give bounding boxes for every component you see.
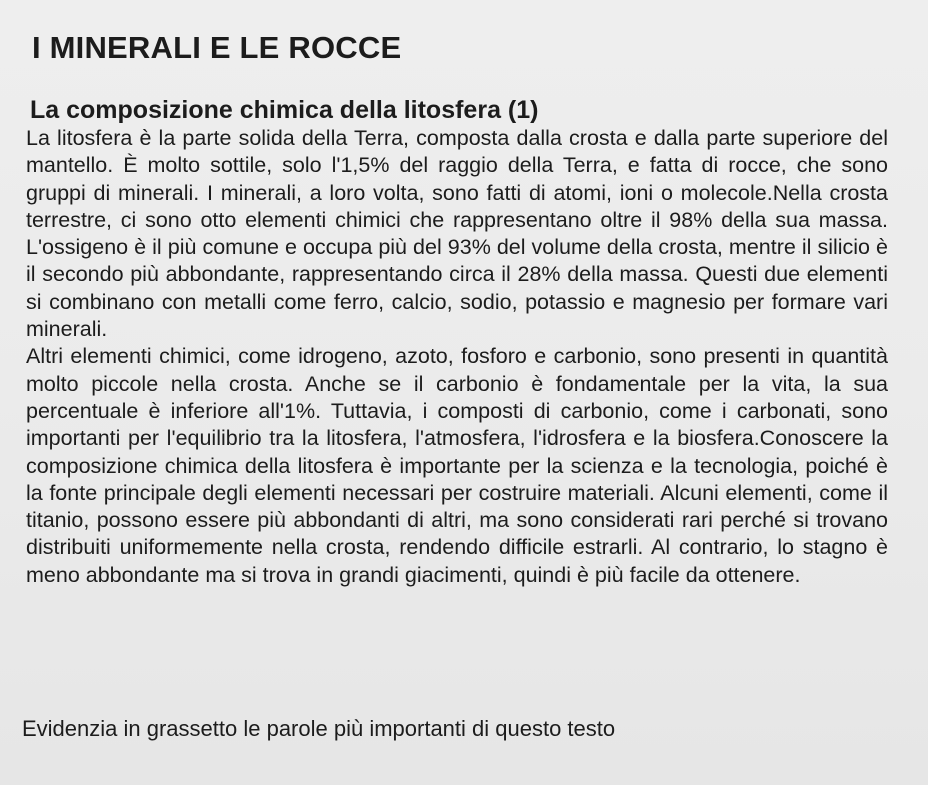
- paragraph-1: La litosfera è la parte solida della Terra, composta dalla crosta e dalla parte superiore del mantello. È molto sottile, solo l'1,5% del raggio della Terra, e fatta di rocce, che sono gruppi di minerali. I minerali, a loro volta, sono fatti di atomi, ioni o molecole.Nella crosta terrestre, ci sono otto elementi chimici che rappresentano oltre il 98% della sua massa. L'ossigeno è il più comune e occupa più del 93% del volume della crosta, mentre il silicio è il secondo più abbondante, rappresentando circa il 28% della massa. Questi due elementi si combinano con metalli come ferro, calcio, sodio, potassio e magnesio per formare vari minerali.: [26, 126, 888, 342]
- section-title: La composizione chimica della litosfera (1): [30, 96, 539, 124]
- paragraph-2: Altri elementi chimici, come idrogeno, azoto, fosforo e carbonio, sono presenti in quantità molto piccole nella crosta. Anche se il carbonio è fondamentale per la vita, la sua percentuale è inferiore all'1%. Tuttavia, i composti di carbonio, come i carbonati, sono importanti per l'equilibrio tra la litosfera, l'atmosfera, l'idrosfera e la biosfera.Conoscere la composizione chimica della litosfera è importante per la scienza e la tecnologia, poiché è la fonte principale degli elementi necessari per costruire materiali. Alcuni elementi, come il titanio, possono essere più abbondanti di altri, ma sono considerati rari perché si trovano distribuiti uniformemente nella crosta, rendendo difficile estrarli. Al contrario, lo stagno è meno abbondante ma si trova in grandi giacimenti, quindi è più facile da ottenere.: [26, 344, 888, 587]
- page-title: I MINERALI E LE ROCCE: [32, 30, 402, 65]
- instruction-text: Evidenzia in grassetto le parole più importanti di questo testo: [22, 716, 616, 741]
- body-text: [26, 125, 888, 589]
